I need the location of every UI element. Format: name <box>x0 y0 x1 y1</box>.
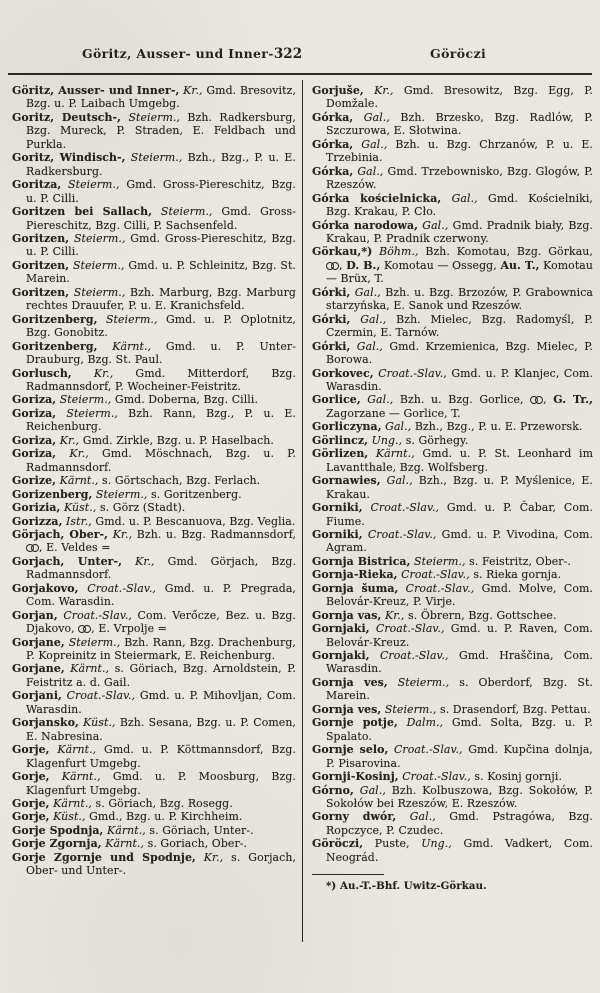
place-name: Gorizenberg, <box>12 487 93 501</box>
gazetteer-entry <box>12 662 296 689</box>
region-abbrev: Gal., <box>441 191 478 205</box>
region-abbrev: Gal., <box>353 110 390 124</box>
entry-details: Gmd. Möschnach, Bzg. u. P. Radmannsdorf. <box>26 447 297 474</box>
entry-details: , E. Veldes = <box>39 541 111 555</box>
gazetteer-entry <box>312 340 593 367</box>
entry-details: s. Görz (Stadt). <box>96 501 186 515</box>
footnote-text: *) Au.-T.-Bhf. Uwitz-Görkau. <box>326 880 487 893</box>
place-name: Gornja Bistrica, <box>312 554 411 568</box>
region-abbrev: Küst., <box>60 501 97 515</box>
entry-details: s. Kosinj gornji. <box>470 770 563 784</box>
gazetteer-entry <box>12 797 296 810</box>
left-column <box>12 84 296 878</box>
place-name: Görlizen, <box>312 447 369 461</box>
gazetteer-entry <box>312 568 593 581</box>
entry-details: s. Feistritz, Ober-. <box>465 554 571 568</box>
place-name: Gorniki, <box>312 501 363 515</box>
region-abbrev: Kr., <box>195 850 224 864</box>
place-name: Gornja šuma, <box>312 581 399 595</box>
right-column <box>312 84 593 894</box>
footnote-block <box>312 874 593 893</box>
gazetteer-entry <box>312 609 593 622</box>
page-header <box>10 46 590 66</box>
region-abbrev: Steierm., <box>381 702 437 716</box>
entry-details: Gmd. u. P. Unter-Drauburg, Bzg. St. Paul. <box>26 339 296 367</box>
place-name: Gorjan, <box>12 608 58 622</box>
place-name: Au. T., <box>500 258 540 272</box>
gazetteer-entry <box>312 555 593 568</box>
entry-details: Gmd. Görjach, Bzg. Radmannsdorf. <box>26 554 297 582</box>
entry-details: Bzh. Marburg, Bzg. Marburg rechtes Drauufer, P. u. E. Kranichsfeld. <box>26 285 296 313</box>
place-name: Gorjuše, <box>312 84 364 97</box>
gazetteer-entry <box>312 192 593 219</box>
gazetteer-entry <box>312 313 593 340</box>
gazetteer-entry <box>312 367 593 394</box>
region-abbrev: Gal., <box>353 137 388 151</box>
entry-details: , <box>543 393 554 407</box>
place-name: Gornje potje, <box>312 716 398 730</box>
gazetteer-entry <box>12 501 296 514</box>
entry-details: Gmd. Pradnik biały, Bzg. Krakau, P. Pradnik czerwony. <box>326 218 593 245</box>
place-name: Gorny dwór, <box>312 810 397 824</box>
entry-details: , E. Vrpolje = <box>91 622 167 636</box>
entry-details: Gmd. Mitterdorf, Bzg. Radmannsdorf, P. Wocheiner-Feistritz. <box>26 366 296 393</box>
region-abbrev: Kärnt., <box>49 797 92 811</box>
region-abbrev: Steierm., <box>387 675 450 689</box>
entry-details: Gmd. Vadkert, Com. Neográd. <box>326 837 593 864</box>
gazetteer-entry <box>12 407 296 434</box>
page-number: 322 <box>273 46 303 62</box>
entry-details: s. Görtschach, Bzg. Ferlach. <box>98 474 261 488</box>
gazetteer-entry <box>12 636 296 663</box>
region-abbrev: Croat.-Slav., <box>373 366 447 380</box>
gazetteer-entry <box>12 515 296 528</box>
region-abbrev: Gal., <box>353 783 386 797</box>
gazetteer-entry <box>12 474 296 487</box>
place-name: Goritzen, <box>12 258 70 272</box>
entry-details: Komotau — Ossegg, <box>380 258 501 272</box>
gazetteer-entry <box>12 111 296 151</box>
gazetteer-entry <box>12 689 296 716</box>
region-abbrev: Croat.-Slav., <box>398 770 471 784</box>
entry-details: Gmd. Kościelniki, Bzg. Krakau, P. Cło. <box>326 191 593 219</box>
gazetteer-entry <box>312 501 593 528</box>
gazetteer-entry <box>12 488 296 501</box>
region-abbrev: Steierm., <box>152 205 213 219</box>
gazetteer-entry <box>312 703 593 716</box>
region-abbrev: Gal., <box>350 312 387 326</box>
entry-details: s. Rieka gornja. <box>469 568 562 582</box>
place-name: Gornja-Rieka, <box>312 568 398 582</box>
place-name: D. B., <box>346 258 381 272</box>
gazetteer-entry <box>312 649 593 676</box>
gazetteer-entry <box>12 367 296 394</box>
place-name: Goritzenberg, <box>12 312 98 326</box>
gazetteer-entry <box>12 434 296 447</box>
region-abbrev: Gal., <box>353 164 384 178</box>
gazetteer-entry <box>312 434 593 447</box>
gazetteer-entry <box>312 447 593 474</box>
gazetteer-entry <box>12 582 296 609</box>
post-horn-icon <box>78 624 91 632</box>
place-name: Gornjaki, <box>312 649 370 663</box>
place-name: Gornawies, <box>312 474 381 488</box>
entry-details: Bzh., Bzg., P. u. E. Przeworsk. <box>411 420 583 434</box>
place-name: Gorje Zgornje und Spodnje, <box>12 850 196 864</box>
entry-details: s. Göriach, Bzg. Rosegg. <box>92 797 233 811</box>
place-name: Goritzen, <box>12 285 70 299</box>
place-name: Goritzen, <box>12 231 70 245</box>
entry-details: s. Gorjach, Ober- und Unter-. <box>26 850 297 878</box>
region-abbrev: Croat.-Slav., <box>369 649 449 663</box>
gazetteer-entry <box>12 810 296 823</box>
place-name: Gorjakovo, <box>12 581 79 595</box>
gazetteer-entry <box>12 205 296 232</box>
place-name: Gorlice, <box>312 393 361 407</box>
entry-details: Gmd. Gross-Piereschitz, Bzg. u. P. Cilli. <box>26 231 296 259</box>
gazetteer-entry <box>312 810 593 837</box>
gazetteer-entry <box>12 851 296 878</box>
column-divider-rule <box>302 80 303 942</box>
region-abbrev: Kärnt., <box>103 823 146 837</box>
entry-details: Zagorzane — Gorlice, T. <box>326 406 461 420</box>
entry-details: Bzh. u. Bzg. Brzozów, P. Grabownica starzyńska, E. Sanok und Rzeszów. <box>326 285 593 313</box>
place-name: Goritza, <box>12 178 62 192</box>
entry-details: Gmd. u. P. Čabar, Com. Fiume. <box>326 501 593 528</box>
region-abbrev: Steierm., <box>69 231 126 245</box>
gazetteer-entry <box>12 340 296 367</box>
entry-details: Gmd. Doberna, Bzg. Cilli. <box>111 393 259 407</box>
entry-details: s. Goriach, Ober-. <box>144 837 248 851</box>
place-name: Gorjani, <box>12 689 62 703</box>
region-abbrev: Dalm., <box>397 716 444 730</box>
region-abbrev: Steierm., <box>92 487 148 501</box>
entry-details: Puste, <box>363 837 410 851</box>
entry-details: Bzh. u. Bzg. Radmannsdorf, <box>132 527 297 541</box>
gazetteer-entry <box>312 676 593 703</box>
gazetteer-entry <box>12 259 296 286</box>
entry-details: , <box>339 258 347 272</box>
gazetteer-entry <box>312 219 593 246</box>
region-abbrev: Steierm., <box>121 110 181 124</box>
place-name: Górno, <box>312 783 354 797</box>
gazetteer-entry <box>12 555 296 582</box>
entry-details: s. Öbrern, Bzg. Gottschee. <box>404 608 557 622</box>
region-abbrev: Gal., <box>380 474 413 488</box>
region-abbrev: Steierm., <box>97 312 158 326</box>
region-abbrev: Kr., <box>56 433 80 447</box>
entry-details: Gmd. u. P. Mihovljan, Com. Warasdin. <box>26 689 296 716</box>
gazetteer-entry <box>312 138 593 165</box>
place-name: Goriza, <box>12 433 57 447</box>
region-abbrev: Croat.-Slav., <box>57 608 132 622</box>
entry-details: Gmd. u. P. Vivodina, Com. Agram. <box>326 527 593 555</box>
place-name: Gorje Zgornja, <box>12 837 102 851</box>
region-abbrev: Istr., <box>62 514 92 528</box>
region-abbrev: Kärnt., <box>97 339 152 353</box>
gazetteer-entry <box>312 111 593 138</box>
entry-details: Com. Verőcze, Bez. u. Bzg. Djakovo, <box>26 608 296 636</box>
region-abbrev: Croat.-Slav., <box>398 581 475 595</box>
gazetteer-entry <box>312 474 593 501</box>
gazetteer-entry <box>312 245 593 285</box>
region-abbrev: Gal., <box>396 810 436 824</box>
region-abbrev: Croat.-Slav., <box>369 622 445 636</box>
place-name: Gornja vas, <box>312 608 382 622</box>
gazetteer-entry <box>12 528 296 555</box>
place-name: Gorje, <box>12 810 50 824</box>
place-name: Górka kościelnicka, <box>312 191 442 205</box>
gazetteer-entry <box>12 447 296 474</box>
place-name: Górki, <box>312 339 351 353</box>
region-abbrev: Croat.-Slav., <box>362 501 440 515</box>
region-abbrev: Steierm., <box>56 393 112 407</box>
place-name: Goritzen bei Sallach, <box>12 205 153 219</box>
entry-details: Gmd., Bzg. u. P. Kirchheim. <box>85 810 243 824</box>
place-name: Görlincz, <box>312 433 369 447</box>
region-abbrev: Croat.-Slav., <box>388 743 463 757</box>
gazetteer-entry <box>312 393 593 420</box>
gazetteer-entry <box>12 824 296 837</box>
entry-details: Bzh. u. Bzg. Chrzanów, P. u. E. Trzebinia. <box>326 137 593 165</box>
gazetteer-entry <box>312 84 593 111</box>
footnote-rule <box>312 874 384 875</box>
region-abbrev: Kr., <box>71 366 114 380</box>
place-name: Görkau,*) <box>312 245 373 259</box>
region-abbrev: Croat.-Slav., <box>61 689 136 703</box>
place-name: Gorje, <box>12 770 50 784</box>
entry-details: Bzh. Sesana, Bzg. u. P. Comen, E. Nabresina. <box>26 716 296 743</box>
place-name: Gorjane, <box>12 635 65 649</box>
entry-details: Gmd. u. P. Klanjec, Com. Warasdin. <box>326 366 593 393</box>
entry-details: Bzh., Bzg., P. u. E. Radkersburg. <box>26 151 296 178</box>
entry-details: s. Görhegy. <box>402 433 469 447</box>
gazetteer-entry <box>312 837 593 864</box>
place-name: Gornji-Kosinj, <box>312 770 399 784</box>
region-abbrev: Kr., <box>108 527 133 541</box>
place-name: Gorje Spodnja, <box>12 823 104 837</box>
entry-details: Bzh. Rann, Bzg. Drachenburg, P. Kopreinitz in Steiermark, E. Reichenburg. <box>26 635 296 663</box>
region-abbrev: Gal., <box>360 393 394 407</box>
entry-details: Gmd. u. P. Köttmannsdorf, Bzg. Klagenfurt Umgebg. <box>26 743 296 770</box>
region-abbrev: Kärnt., <box>49 743 97 757</box>
entry-details: Gmd. Gross-Piereschitz, Bzg. u. P. Cilli. <box>26 178 296 205</box>
region-abbrev: Kärnt., <box>49 770 101 784</box>
region-abbrev: Böhm., <box>372 245 419 259</box>
entry-details: Gmd. u. P. Raven, Com. Belovár-Kreuz. <box>326 622 593 649</box>
gazetteer-entry <box>312 716 593 743</box>
place-name: Göritz, Ausser- und Inner-, <box>12 84 180 97</box>
place-name: Gorjansko, <box>12 716 79 730</box>
gazetteer-entry <box>12 609 296 636</box>
entry-details: Gmd. u. P. Schleinitz, Bzg. St. Marein. <box>26 258 296 286</box>
region-abbrev: Steierm., <box>69 258 125 272</box>
place-name: G. Tr., <box>553 393 594 407</box>
gazetteer-entry <box>12 286 296 313</box>
gazetteer-entry <box>12 743 296 770</box>
gazetteer-entry <box>12 151 296 178</box>
place-name: Górka narodowa, <box>312 218 418 232</box>
gazetteer-entry <box>312 286 593 313</box>
place-name: Górka, <box>312 137 354 151</box>
gazetteer-entry <box>312 622 593 649</box>
entry-details: Bzh. Mielec, Bzg. Radomyśl, P. Czermin, E. Tarnów. <box>326 312 593 340</box>
place-name: Górki, <box>312 312 351 326</box>
place-name: Gorkovec, <box>312 366 374 380</box>
entry-details: Bzh. Komotau, Bzg. Görkau, <box>418 245 593 259</box>
entry-details: Gmd. u. P. Oplotnitz, Bzg. Gonobitz. <box>26 312 296 340</box>
region-abbrev: Croat.-Slav., <box>78 581 156 595</box>
entry-details: Gmd. Zirkle, Bzg. u. P. Haselbach. <box>79 433 274 447</box>
region-abbrev: Steierm., <box>64 635 121 649</box>
entry-details: Gmd. Gross-Piereschitz, Bzg. Cilli, P. Sachsenfeld. <box>26 205 296 232</box>
gazetteer-entry <box>312 420 593 433</box>
entry-details: Bzh. u. Bzg. Gorlice, <box>393 393 531 407</box>
place-name: Gorizia, <box>12 501 61 515</box>
region-abbrev: Kr., <box>56 447 89 461</box>
region-abbrev: Kärnt., <box>64 662 110 676</box>
entry-details: Komotau — Brüx, T. <box>326 258 594 286</box>
entry-details: Gmd. Bresowitz, Bzg. Egg, P. Domžale. <box>326 84 593 111</box>
header-right-keyword: Göröczi <box>430 46 487 61</box>
entry-details: Gmd. u. P. Pregrada, Com. Warasdin. <box>26 581 296 609</box>
entry-details: s. Oberdorf, Bzg. St. Marein. <box>326 675 593 703</box>
place-name: Goriza, <box>12 447 57 461</box>
region-abbrev: Croat.-Slav., <box>362 527 437 541</box>
place-name: Gorizza, <box>12 514 63 528</box>
entry-details: Bzh. Rann, Bzg., P. u. E. Reichenburg. <box>26 406 296 434</box>
place-name: Gorjach, Unter-, <box>12 554 122 568</box>
place-name: Goriza, <box>12 406 57 420</box>
region-abbrev: Steierm., <box>69 285 126 299</box>
region-abbrev: Kärnt., <box>368 447 415 461</box>
gazetteer-entry <box>12 84 296 111</box>
region-abbrev: Gal., <box>418 218 449 232</box>
region-abbrev: Steierm., <box>410 554 466 568</box>
region-abbrev: Steierm., <box>125 151 183 165</box>
region-abbrev: Croat.-Slav., <box>397 568 470 582</box>
place-name: Gorjane, <box>12 662 65 676</box>
place-name: Gorje, <box>12 743 50 757</box>
place-name: Goritz, Windisch-, <box>12 151 126 165</box>
gazetteer-entry <box>12 232 296 259</box>
gazetteer-entry <box>312 165 593 192</box>
place-name: Goriza, <box>12 393 57 407</box>
place-name: Górka, <box>312 110 354 124</box>
entry-details: Bzh. Kolbuszowa, Bzg. Sokołów, P. Sokołów bei Rzeszów, E. Rzeszów. <box>326 783 593 811</box>
region-abbrev: Kr., <box>363 84 394 97</box>
place-name: Görjach, Ober-, <box>12 527 109 541</box>
gazetteer-entry <box>312 743 593 770</box>
region-abbrev: Steierm., <box>56 406 118 420</box>
entry-details: Gmd. Solta, Bzg. u. P. Spalato. <box>326 716 593 743</box>
entry-details: Gmd. u. P. Bescanuova, Bzg. Veglia. <box>91 514 296 528</box>
place-name: Gornjaki, <box>312 622 370 636</box>
gazetteer-entry <box>312 528 593 555</box>
entry-details: Gmd. Hraščina, Com. Warasdin. <box>326 649 593 676</box>
place-name: Göröczi, <box>312 837 364 851</box>
entry-details: Gmd. u. P. St. Leonhard im Lavantthale, Bzg. Wolfsberg. <box>326 447 593 474</box>
region-abbrev: Küst., <box>78 716 116 730</box>
entry-details: s. Göriach, Unter-. <box>145 823 254 837</box>
region-abbrev: Kärnt., <box>56 474 99 488</box>
entry-details: Gmd. Krzemienica, Bzg. Mielec, P. Borowa. <box>326 339 593 367</box>
entry-details: Gmd. Bresovitz, Bzg. u. P. Laibach Umgebg. <box>26 84 297 111</box>
region-abbrev: Ung., <box>409 837 452 851</box>
gazetteer-entry <box>12 393 296 406</box>
gazetteer-entry <box>12 770 296 797</box>
entry-details: s. Goritzenberg. <box>147 487 242 501</box>
entry-details: Gmd. Trzebownisko, Bzg. Glogów, P. Rzeszów. <box>326 164 593 192</box>
entry-details: Bzh., Bzg. u. P. Myślenice, E. Krakau. <box>326 474 593 501</box>
gazetteer-entry <box>12 178 296 205</box>
region-abbrev: Ung., <box>368 433 403 447</box>
place-name: Gorliczyna, <box>312 420 382 434</box>
place-name: Górki, <box>312 285 351 299</box>
gazetteer-entry <box>12 837 296 850</box>
gazetteer-entry <box>312 770 593 783</box>
place-name: Goritz, Deutsch-, <box>12 110 122 124</box>
header-rule <box>8 73 592 75</box>
region-abbrev: Küst., <box>49 810 86 824</box>
entry-details: Gmd. Pstragówa, Bzg. Ropczyce, P. Czudec. <box>326 810 593 837</box>
place-name: Gorize, <box>12 474 57 488</box>
place-name: Gorje, <box>12 797 50 811</box>
region-abbrev: Kr., <box>122 554 155 568</box>
gazetteer-entry <box>12 313 296 340</box>
post-horn-icon <box>326 261 339 269</box>
region-abbrev: Kr., <box>381 608 405 622</box>
gazetteer-entry <box>312 784 593 811</box>
place-name: Gornja ves, <box>312 702 382 716</box>
entry-details: s. Drasendorf, Bzg. Pettau. <box>436 702 591 716</box>
place-name: Goritzenberg, <box>12 339 98 353</box>
region-abbrev: Gal., <box>350 285 381 299</box>
region-abbrev: Gal., <box>350 339 383 353</box>
post-horn-icon <box>530 395 543 403</box>
entry-details: Gmd. Kupčina dolnja, P. Pisarovina. <box>326 743 593 770</box>
header-left-keyword: Göritz, Ausser- und Inner- <box>82 46 274 61</box>
place-name: Gornja ves, <box>312 675 388 689</box>
entry-details: Gmd. Molve, Com. Belovár-Kreuz, P. Virje. <box>326 581 593 609</box>
entry-details: Bzh. Brzesko, Bzg. Radlów, P. Szczurowa, E. Słotwina. <box>326 110 593 138</box>
entry-details: Gmd. u. P. Moosburg, Bzg. Klagenfurt Umgebg. <box>26 770 296 797</box>
region-abbrev: Steierm., <box>61 178 120 192</box>
region-abbrev: Gal., <box>381 420 412 434</box>
region-abbrev: Kr., <box>179 84 203 97</box>
post-horn-icon <box>26 543 39 551</box>
place-name: Górka, <box>312 164 354 178</box>
place-name: Gorniki, <box>312 527 363 541</box>
place-name: Gorlusch, <box>12 366 72 380</box>
place-name: Gornje selo, <box>312 743 389 757</box>
gazetteer-entry <box>312 582 593 609</box>
entry-details: Bzh. Radkersburg, Bzg. Mureck, P. Straden, E. Feldbach und Purkla. <box>26 110 296 151</box>
region-abbrev: Kärnt., <box>101 837 145 851</box>
entry-details: s. Göriach, Bzg. Arnoldstein, P. Feistritz a. d. Gail. <box>26 662 296 689</box>
gazetteer-entry <box>12 716 296 743</box>
